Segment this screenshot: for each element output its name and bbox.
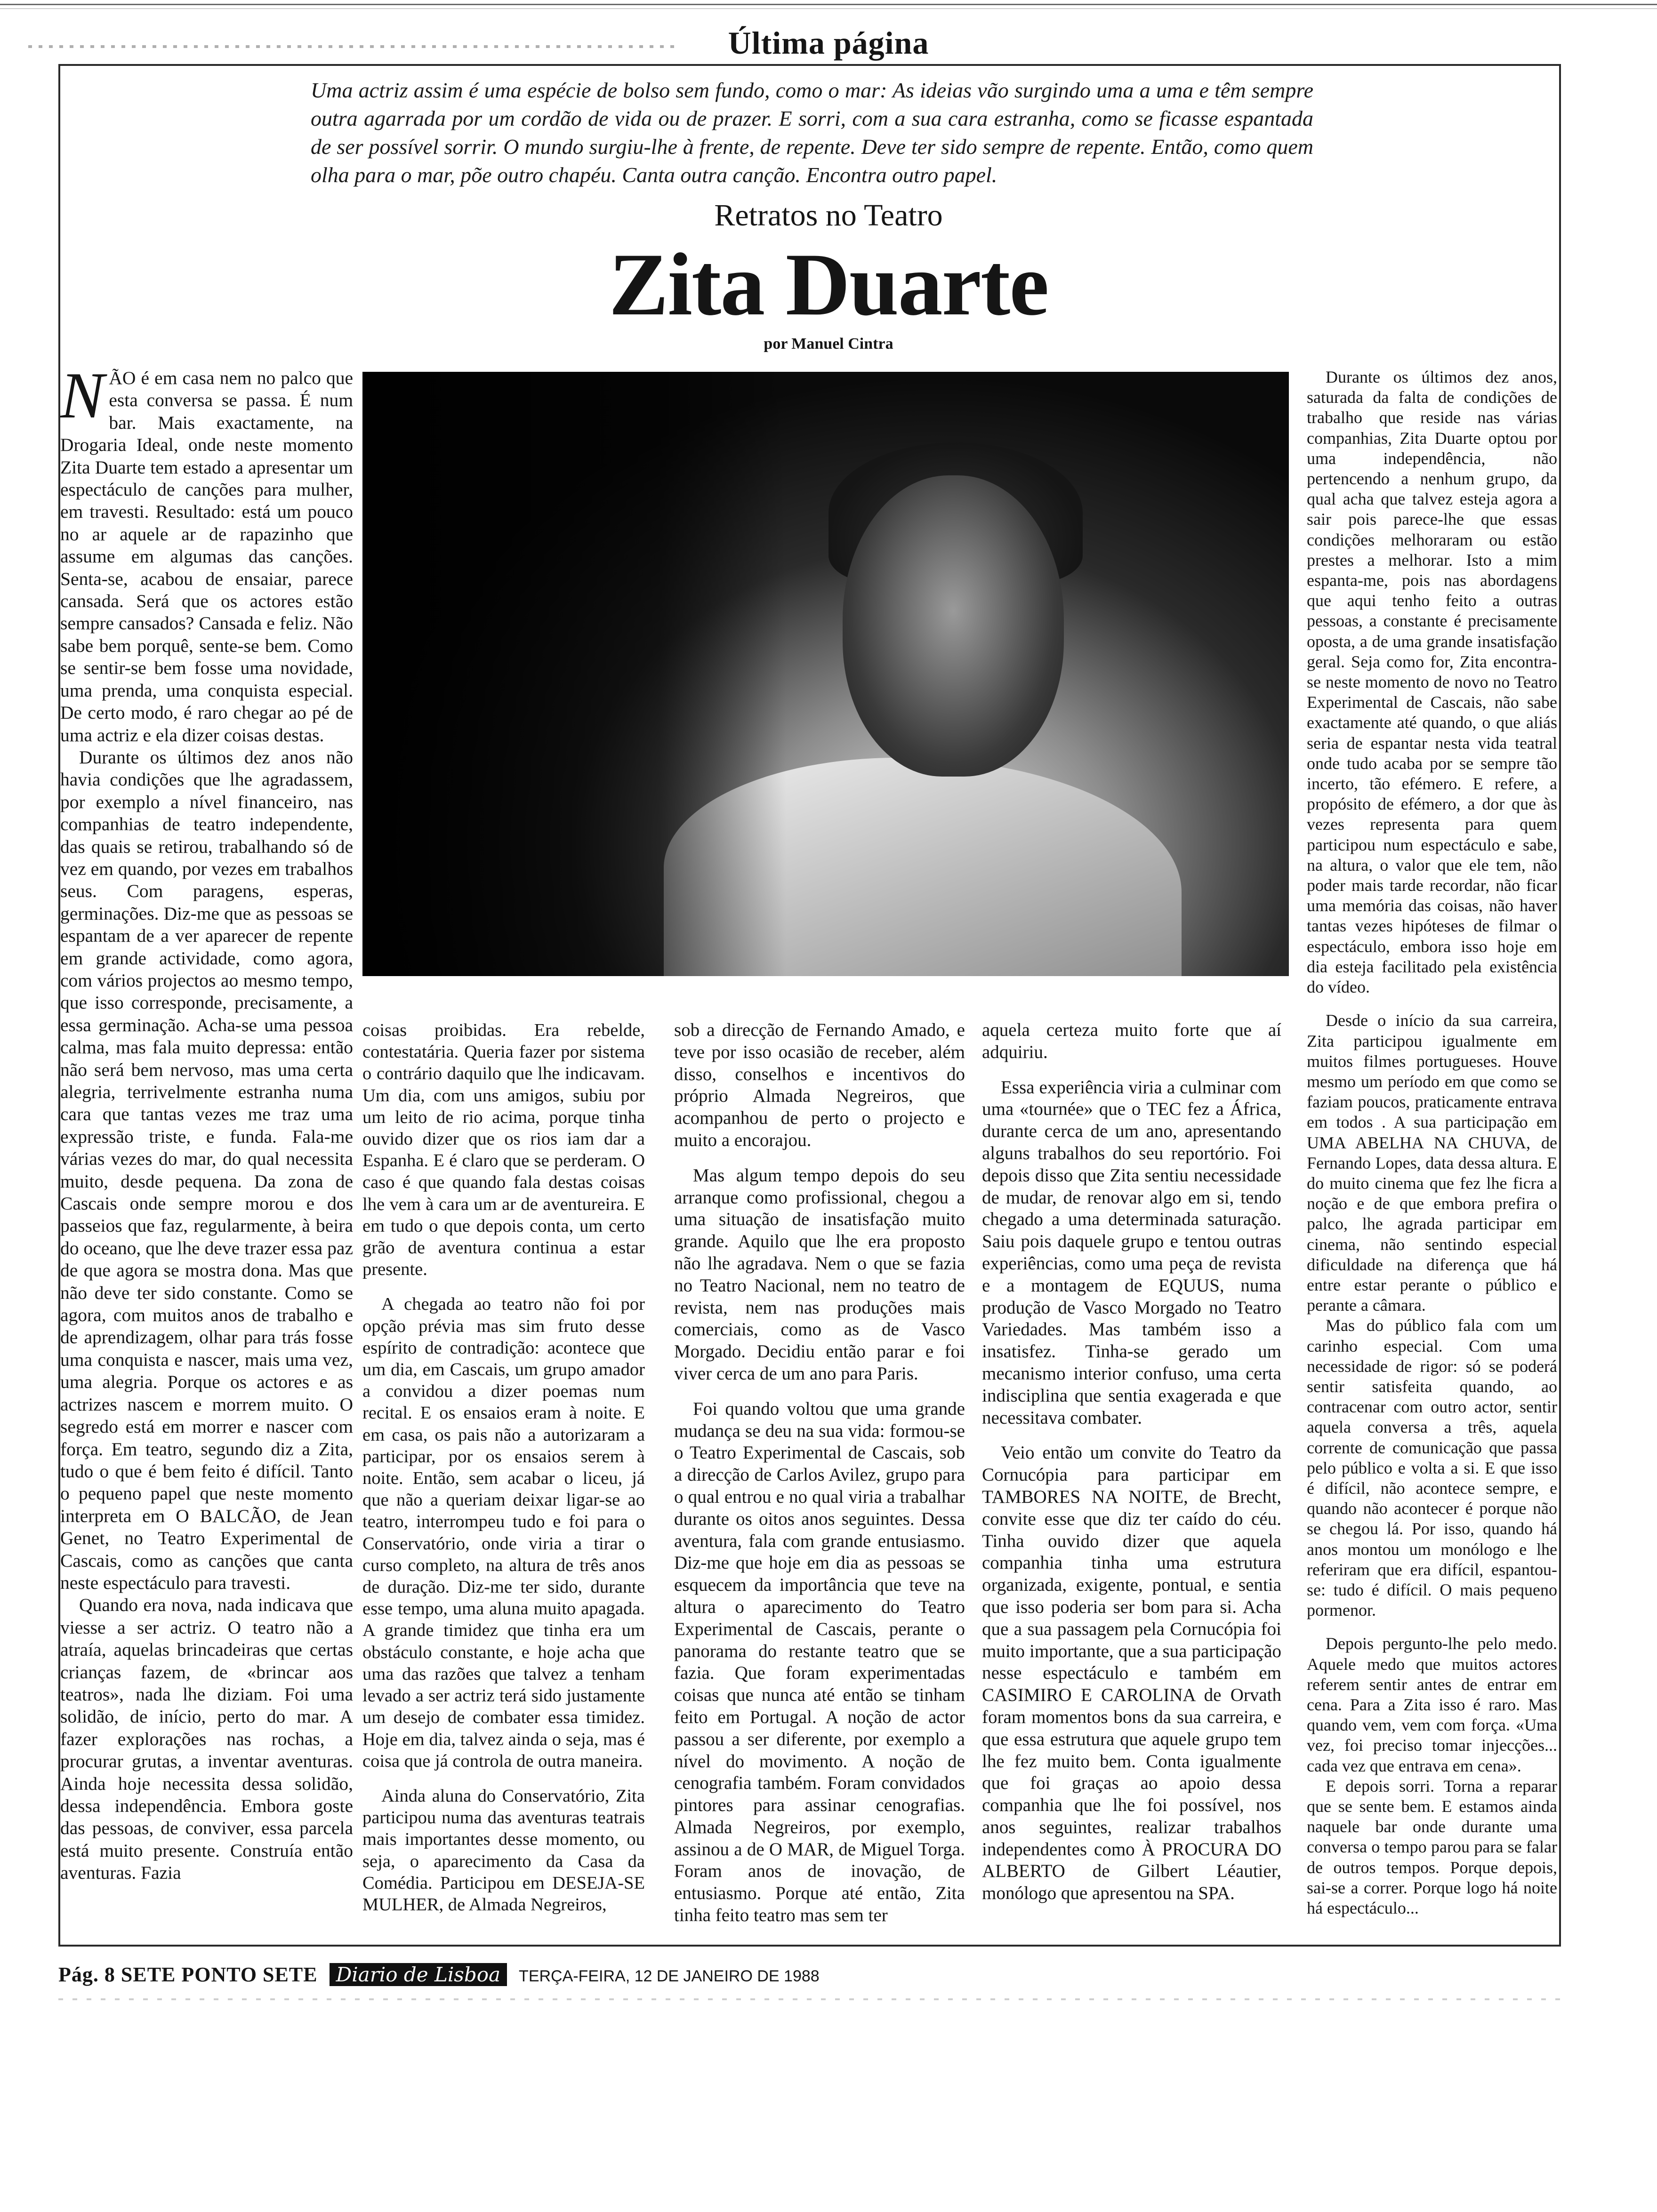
section-title: Última página [728,25,929,61]
column-4-paragraph: Veio então um convite do Teatro da Cornucópia para participar em TAMBORES NA NOITE, de Brecht, convite esse que diz ter caído do céu. Tinha ouvido dizer que aquela companhia tinha uma estrutura organizada, exigente, pontual, e sentia que isso poderia ser bom para si. Acha que a sua passagem pela Cornucópia foi muito importante, que a sua participação nesse espectáculo e também em CASIMIRO E CAROLINA de Orvath foram momentos bons da sua carreira, e que essa estrutura que aquele grupo tem lhe fez muito bem. Conta igualmente que foi graças ao apoio dessa companhia que lhe foi possível, nos anos seguintes, realizar trabalhos independentes como À PROCURA DO ALBERTO de Gilbert Léautier, monólogo que apresentou na SPA. [982,1443,1281,1904]
portrait-photo [362,372,1289,976]
column-4-paragraph: aquela certeza muito forte que aí adquiriu. [982,1020,1281,1062]
column-5-paragraph: Mas do público fala com um carinho especial. Com uma necessidade de rigor: só se poderá sentir satisfeita quando, ao contracenar com outro actor, sentir aquela conversa a três, aquela corrente de comunicação que passa pelo público e volta a si. E que isso é difícil, não acontece sempre, e quando não acontecer é porque não se chegou lá. Por isso, quando há anos montou um monólogo e lhe referiram que era difícil, espantou-se: tudo é difícil. O mais pequeno pormenor. [1307,1316,1557,1620]
column-4-paragraph: Essa experiência viria a culminar com uma «tournée» que o TEC fez a África, durante cerca de um ano, apresentando alguns trabalhos do seu reportório. Foi depois disso que Zita sentiu necessidade de mudar, de renovar algo em si, tendo chegado a uma determinada saturação. Saiu pois daquele grupo e tentou outras experiências, como uma peça de revista e a montagem de EQUUS, numa produção de Vasco Morgado no Teatro Variedades. Mas também isso a insatisfez. Tinha-se gerado um mecanismo interior confuso, uma certa indisciplina que sentia exagerada e que necessitava combater. [982,1077,1281,1428]
article-column-2 [362,1019,645,1942]
photo-face [843,475,1064,777]
photo-shadow [362,372,786,976]
column-2-paragraph: Ainda aluna do Conservatório, Zita participou numa das aventuras teatrais mais importantes desse momento, ou seja, o aparecimento da Casa da Comédia. Participou em DESEJA-SE MULHER, de Almada Negreiros, [362,1786,645,1915]
column-5-paragraph: Desde o início da sua carreira, Zita participou igualmente em muitos filmes portugueses. Houve mesmo um período em que como se faziam poucos, praticamente entrava em todos . A sua participação em UMA ABELHA NA CHUVA, de Fernando Lopes, data dessa altura. E do muito cinema que fez lhe ficra a noção e de que embora prefira o palco, lhe agrada participar em cinema, não sentindo especial dificuldade na diferença que há entre estar perante o público e perante a câmara. [1307,1011,1557,1315]
column-2-paragraph: coisas proibidas. Era rebelde, contestatária. Queria fazer por sistema o contrário daquilo que lhe indicavam. Um dia, com uns amigos, subiu por um leito de rio acima, porque tinha ouvido dizer que os rios iam dar a Espanha. E é claro que se perderam. O caso é que quando fala destas coisas lhe vem à cara um ar de aventureira. E em tudo o que depois conta, um certo grão de aventura continua a estar presente. [362,1020,645,1280]
top-rule [0,4,1657,5]
column-3-paragraph: Foi quando voltou que uma grande mudança se deu na sua vida: formou-se o Teatro Experimental de Cascais, sob a direcção de Carlos Avilez, grupo para o qual entrou e no qual viria a trabalhar durante os oitos anos seguintes. Dessa aventura, fala com grande entusiasmo. Diz-me que hoje em dia as pessoas se esquecem da importância que teve na altura o aparecimento do Teatro Experimental de Cascais, perante o panorama do restante teatro que se fazia. Que foram experimentadas coisas que nunca até então se tinham feito em Portugal. A noção de actor passou a ser diferente, por exemplo a nível do movimento. A noção de cenografia também. Foram convidados pintores para assinar cenografias. Almada Negreiros, por exemplo, assinou a de O MAR, de Miguel Torga. Foram anos de inovação, de entusiasmo. Porque até então, Zita tinha feito teatro mas sem ter [674,1398,965,1926]
top-rule-secondary [0,8,1657,9]
column-5-paragraph: Durante os últimos dez anos, saturada da falta de condições de trabalho que reside nas várias companhias, Zita Duarte optou por uma independência, não pertencendo a nenhum grupo, da qual acha que talvez esteja agora a sair pois parece-lhe que essas condições melhoraram ou estão prestes a melhorar. Isto a mim espanta-me, pois nas abordagens que aqui tenho feito a outras pessoas, a constante é precisamente oposta, a de uma grande insatisfação geral. Seja como for, Zita encontra-se neste momento de novo no Teatro Experimental de Cascais, não sabe exactamente até quando, o que aliás seria de espantar nesta vida teatral onde tudo acaba por se sempre tão incerto, tão efémero. E refere, a propósito de efémero, a dor que às vezes representa para quem participou num espectáculo e sabe, na altura, o valor que ele tem, não poder mais tarde recordar, não ficar uma memória das coisas, não haver tantas vezes hipóteses de filmar o espectáculo, embora isso hoje em dia esteja facilitado pela existência do vídeo. [1307,368,1557,997]
lead-paragraph: Uma actriz assim é uma espécie de bolso sem fundo, como o mar: As ideias vão surgindo uma a uma e têm sempre outra agarrada por um cordão de vida ou de prazer. E sorri, com a sua cara estranha, como se ficasse espantada de ser possível sorrir. O mundo surgiu-lhe à frente, de repente. Deve ter sido sempre de repente. Então, como quem olha para o mar, põe outro chapéu. Canta outra canção. Encontra outro papel. [311,78,1313,187]
footer-rule [58,1998,1561,2000]
column-2-paragraph: A chegada ao teatro não foi por opção prévia mas sim fruto desse espírito de contradição: acontece que um dia, em Cascais, um grupo amador a convidou a dizer poemas num recital. E os ensaios eram à noite. E em casa, os pais não a autorizaram a participar, por os ensaios serem à noite. Então, sem acabar o liceu, já que não a queriam deixar ligar-se ao teatro, interrompeu tudo e foi para o Conservatório, onde viria a tirar o curso completo, na altura de três anos de duração. Diz-me ter sido, durante esse tempo, uma aluna muito apagada. A grande timidez que tinha era um obstáculo constante, e hoje acha que uma das razões que talvez a tenham levado a ser actriz terá sido justamente um desejo de combater essa timidez. Hoje em dia, talvez ainda o seja, mas é coisa que já controla de outra maneira. [362,1294,645,1771]
column-1-paragraph: ÃO é em casa nem no palco que esta conversa se passa. É num bar. Mais exactamente, na Drogaria Ideal, onde neste momento Zita Duarte tem estado a apresentar um espectáculo de canções para mulher, em travesti. Resultado: está um pouco no ar aquele ar de rapazinho que assume em algumas das canções. Senta-se, acabou de ensaiar, parece cansada. Será que os actores estão sempre cansados? Cansada e feliz. Não sabe bem porquê, sente-se bem. Como se sentir-se bem fosse uma novidade, uma prenda, uma conquista especial. De certo modo, é raro chegar ao pé de uma actriz e ela dizer coisas destas. [60,368,353,745]
article-byline: por Manuel Cintra [764,335,893,353]
footer-date: TERÇA-FEIRA, 12 DE JANEIRO DE 1988 [519,1967,820,1985]
article-column-3 [674,1019,965,1942]
article-column-5 [1307,367,1557,1939]
drop-cap: N [60,359,105,432]
column-1-paragraph: Quando era nova, nada indicava que viesse a ser actriz. O teatro não a atraía, aquelas brincadeiras que certas crianças fazem, de «brincar aos teatros», nada lhe diziam. Foi uma solidão, de início, perto do mar. A fazer explorações nas rochas, a procurar grutas, a inventar aventuras. Ainda hoje necessita dessa solidão, dessa independência. Embora goste das pessoas, de conviver, essa parcela está muito presente. Construía então aventuras. Fazia [60,1595,353,1883]
footer-page-label: Pág. 8 SETE PONTO SETE [58,1963,318,1986]
column-5-paragraph: Depois pergunto-lhe pelo medo. Aquele medo que muitos actores referem sentir antes de entrar em cena. Para a Zita isso é raro. Mas quando vem, vem com força. «Uma vez, foi preciso tomar injecções... cada vez que entrava em cena». [1307,1634,1557,1775]
page-footer [58,1963,906,1991]
article-column-1 [60,359,353,1939]
column-3-paragraph: Mas algum tempo depois do seu arranque como profissional, chegou a uma situação de insatisfação muito grande. Aquilo que lhe era proposto não lhe agradava. Nem o que se fazia no Teatro Nacional, nem no teatro de revista, nem nas produções mais comerciais, como as de Vasco Morgado. Decidiu então parar e foi viver cerca de um ano para Paris. [674,1165,965,1384]
column-5-paragraph: E depois sorri. Torna a reparar que se sente bem. E estamos ainda naquele bar onde durante uma conversa o tempo parou para se falar de outros tempos. Porque depois, sai-se a correr. Porque logo há noite há espectáculo... [1307,1776,1557,1918]
publication-name: Diario de Lisboa [330,1963,507,1986]
column-1-paragraph: Durante os últimos dez anos não havia condições que lhe agradassem, por exemplo a nível financeiro, nas companhias de teatro independente, das quais se retirou, trabalhando só de vez em quando, por vezes em trabalhos seus. Com paragens, esperas, germinações. Diz-me que as pessoas se espantam de a ver aparecer de repente em grande actividade, como agora, com vários projectos ao mesmo tempo, que isso corresponde, precisamente, a essa germinação. Acha-se uma pessoa calma, mas fala muito depressa: então não será bem nervoso, mas uma certa alegria, terrivelmente estranha numa cara que tantas vezes me traz uma expressão triste, e funda. Fala-me várias vezes do mar, do qual necessita muito, desde pequena. Da zona de Cascais onde sempre morou e dos passeios que faz, regularmente, à beira do oceano, que lhe deve trazer essa paz de que agora se mostra dona. Mas que não deve ter sido constante. Como se agora, com muitos anos de trabalho e de aprendizagem, olhar para trás fosse uma conquista e nascer, mais uma vez, uma alegria. Porque os actores e as actrizes nascem e morrem muito. O segredo está em morrer e nascer com força. Em teatro, segundo diz a Zita, tudo o que é bem feito é difícil. Tanto o pequeno papel que neste momento interpreta em O BALCÃO, de Jean Genet, no Teatro Experimental de Cascais, como as canções que canta neste espectáculo para travesti. [60,746,353,1593]
article-kicker: Retratos no Teatro [714,198,943,232]
article-headline: Zita Duarte [609,235,1048,334]
article-column-4 [982,1019,1281,1942]
scan-artifact [28,45,678,48]
column-3-paragraph: sob a direcção de Fernando Amado, e teve por isso ocasião de receber, além disso, conselhos e incentivos do próprio Almada Negreiros, que acompanhou de perto o projecto e muito a encorajou. [674,1020,965,1150]
